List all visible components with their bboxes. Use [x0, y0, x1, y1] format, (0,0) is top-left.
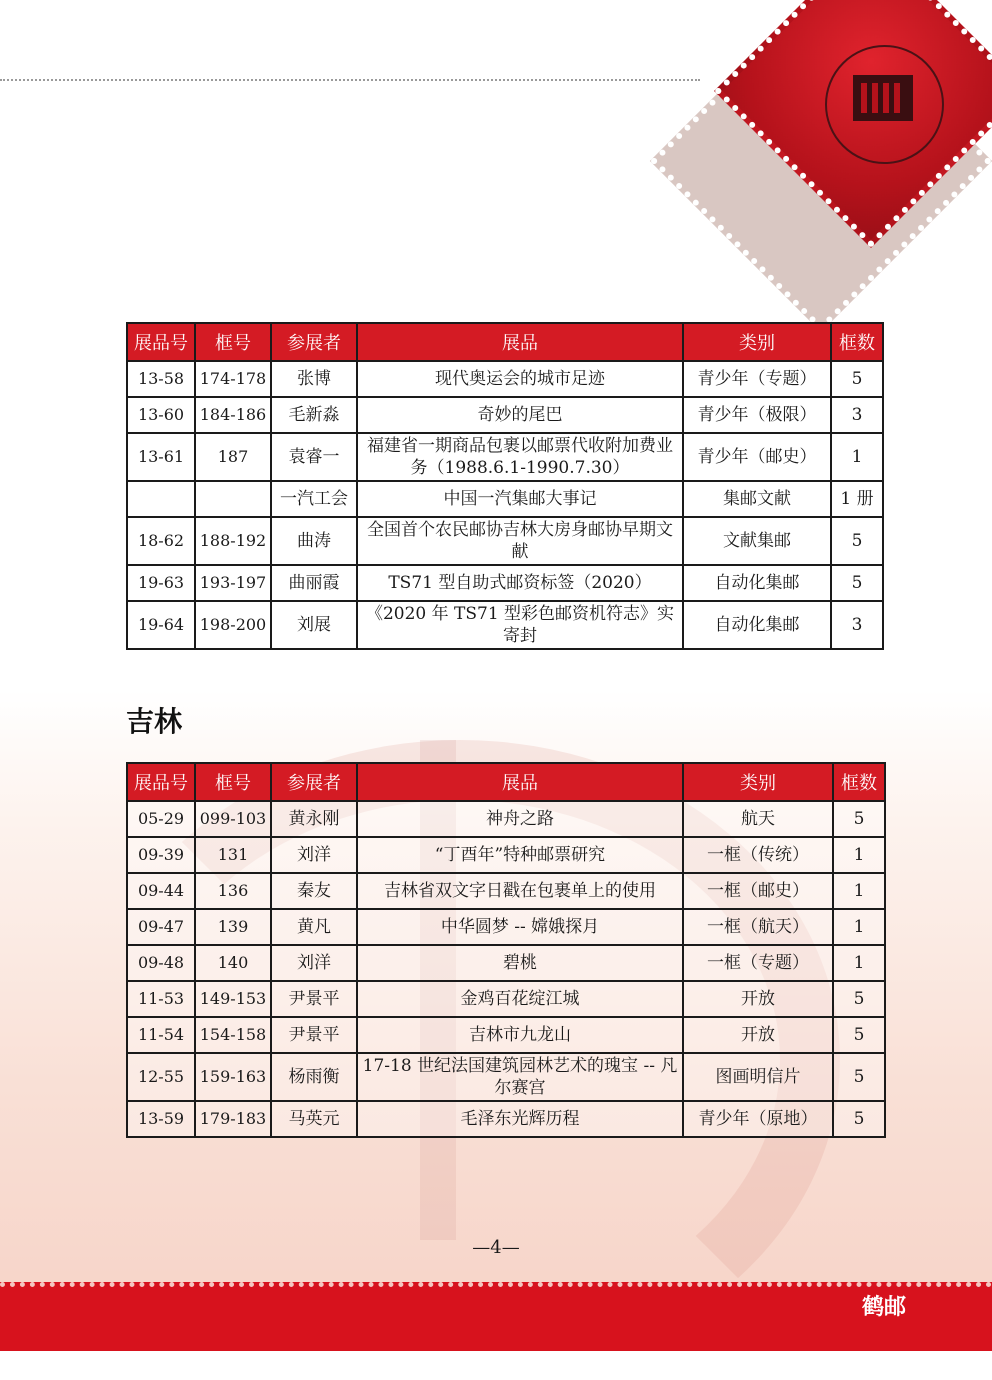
table-row: [127, 601, 883, 649]
cell-frame-no: 188-192: [195, 517, 271, 565]
building-seal-logo: [825, 45, 944, 164]
cell-exhibit-no: 09-39: [127, 837, 195, 873]
table-header-row: [127, 323, 883, 361]
cell-exhibitor: 黄凡: [271, 909, 357, 945]
table-header-row: [127, 763, 885, 801]
table-row: [127, 801, 885, 837]
cell-frame-no: 140: [195, 945, 271, 981]
cell-category: 开放: [683, 1017, 833, 1053]
cell-title: 吉林省双文字日戳在包裹单上的使用: [357, 873, 683, 909]
cell-exhibit-no: 13-59: [127, 1101, 195, 1137]
cell-exhibitor: 尹景平: [271, 981, 357, 1017]
col-header-exhibit-no: 展品号: [127, 763, 195, 801]
cell-category: 自动化集邮: [683, 601, 831, 649]
cell-title: 中华圆梦 -- 嫦娥探月: [357, 909, 683, 945]
cell-title: 吉林市九龙山: [357, 1017, 683, 1053]
cell-category: 一框（航天）: [683, 909, 833, 945]
table-row: [127, 433, 883, 481]
table-row: [127, 945, 885, 981]
cell-frames: 1 册: [831, 481, 883, 517]
cell-title: 《2020 年 TS71 型彩色邮资机符志》实寄封: [357, 601, 683, 649]
cell-frames: 3: [831, 601, 883, 649]
table-row: [127, 873, 885, 909]
cell-exhibitor: 尹景平: [271, 1017, 357, 1053]
cell-category: 青少年（专题）: [683, 361, 831, 397]
cell-frame-no: 184-186: [195, 397, 271, 433]
cell-exhibit-no: 09-44: [127, 873, 195, 909]
section-heading-jilin: 吉林: [126, 705, 183, 738]
cell-exhibitor: 马英元: [271, 1101, 357, 1137]
cell-frame-no: 179-183: [195, 1101, 271, 1137]
col-header-exhibitor: 参展者: [271, 763, 357, 801]
cell-exhibit-no: 12-55: [127, 1053, 195, 1101]
table-row: [127, 565, 883, 601]
cell-title: “丁酉年”特种邮票研究: [357, 837, 683, 873]
cell-exhibit-no: 13-60: [127, 397, 195, 433]
cell-frame-no: 187: [195, 433, 271, 481]
table-row: [127, 981, 885, 1017]
cell-category: 一框（专题）: [683, 945, 833, 981]
cell-frame-no: 099-103: [195, 801, 271, 837]
page-number: —4—: [472, 1237, 520, 1258]
cell-frames: 5: [833, 1101, 885, 1137]
cell-category: 自动化集邮: [683, 565, 831, 601]
cell-category: 青少年（原地）: [683, 1101, 833, 1137]
cell-category: 集邮文献: [683, 481, 831, 517]
cell-exhibitor: 毛新淼: [271, 397, 357, 433]
cell-exhibit-no: 05-29: [127, 801, 195, 837]
cell-frames: 1: [833, 873, 885, 909]
cell-exhibit-no: 11-54: [127, 1017, 195, 1053]
cell-exhibitor: 张博: [271, 361, 357, 397]
table-row: [127, 1053, 885, 1101]
cell-frames: 1: [833, 945, 885, 981]
cell-category: 开放: [683, 981, 833, 1017]
cell-category: 一框（邮史）: [683, 873, 833, 909]
cell-frames: 5: [833, 801, 885, 837]
cell-category: 航天: [683, 801, 833, 837]
cell-exhibitor: 曲涛: [271, 517, 357, 565]
cell-title: 17-18 世纪法国建筑园林艺术的瑰宝 -- 凡尔赛宫: [357, 1053, 683, 1101]
cell-title: 奇妙的尾巴: [357, 397, 683, 433]
cell-exhibit-no: 11-53: [127, 981, 195, 1017]
cell-exhibit-no: 09-47: [127, 909, 195, 945]
building-icon: [853, 75, 913, 121]
cell-title: 中国一汽集邮大事记: [357, 481, 683, 517]
cell-exhibitor: 秦友: [271, 873, 357, 909]
cell-title: 毛泽东光辉历程: [357, 1101, 683, 1137]
cell-exhibitor: 曲丽霞: [271, 565, 357, 601]
table-row: [127, 1101, 885, 1137]
cell-title: 全国首个农民邮协吉林大房身邮协早期文献: [357, 517, 683, 565]
cell-frame-no: 154-158: [195, 1017, 271, 1053]
col-header-exhibit-no: 展品号: [127, 323, 195, 361]
cell-frame-no: 149-153: [195, 981, 271, 1017]
cell-title: 现代奥运会的城市足迹: [357, 361, 683, 397]
cell-frames: 1: [833, 909, 885, 945]
cell-frames: 5: [831, 517, 883, 565]
table-row: [127, 909, 885, 945]
table-row: [127, 517, 883, 565]
col-header-title: 展品: [357, 763, 683, 801]
table-row: [127, 1017, 885, 1053]
exhibit-table-jilin: [126, 762, 886, 1138]
col-header-category: 类别: [683, 763, 833, 801]
col-header-frames: 框数: [833, 763, 885, 801]
cell-frames: 3: [831, 397, 883, 433]
col-header-title: 展品: [357, 323, 683, 361]
col-header-category: 类别: [683, 323, 831, 361]
watermark-label: 鹤邮: [862, 1295, 907, 1320]
cell-exhibit-no: 19-63: [127, 565, 195, 601]
cell-category: 青少年（邮史）: [683, 433, 831, 481]
bottom-stamp-strip: [0, 1282, 992, 1351]
cell-frames: 5: [831, 565, 883, 601]
cell-category: 一框（传统）: [683, 837, 833, 873]
cell-title: 碧桃: [357, 945, 683, 981]
cell-frame-no: 139: [195, 909, 271, 945]
cell-frame-no: 198-200: [195, 601, 271, 649]
cell-exhibit-no: 13-58: [127, 361, 195, 397]
cell-exhibitor: 刘展: [271, 601, 357, 649]
cell-exhibit-no: 09-48: [127, 945, 195, 981]
table-row: [127, 837, 885, 873]
cell-frames: 5: [833, 1053, 885, 1101]
cell-title: 神舟之路: [357, 801, 683, 837]
cell-exhibitor: 刘洋: [271, 945, 357, 981]
cell-title: 福建省一期商品包裹以邮票代收附加费业务（1988.6.1-1990.7.30）: [357, 433, 683, 481]
cell-exhibit-no: [127, 481, 195, 517]
table-row: [127, 397, 883, 433]
cell-category: 文献集邮: [683, 517, 831, 565]
exhibit-table-top: [126, 322, 884, 650]
header-dotted-rule: [0, 79, 700, 81]
cell-exhibitor: 袁睿一: [271, 433, 357, 481]
cell-frames: 1: [831, 433, 883, 481]
cell-frames: 1: [833, 837, 885, 873]
cell-exhibitor: 杨雨衡: [271, 1053, 357, 1101]
cell-exhibitor: 黄永刚: [271, 801, 357, 837]
cell-frame-no: [195, 481, 271, 517]
cell-exhibit-no: 18-62: [127, 517, 195, 565]
cell-exhibit-no: 19-64: [127, 601, 195, 649]
col-header-frame-no: 框号: [195, 323, 271, 361]
cell-title: 金鸡百花绽江城: [357, 981, 683, 1017]
cell-category: 青少年（极限）: [683, 397, 831, 433]
col-header-exhibitor: 参展者: [271, 323, 357, 361]
cell-title: TS71 型自助式邮资标签（2020）: [357, 565, 683, 601]
cell-exhibit-no: 13-61: [127, 433, 195, 481]
cell-frame-no: 174-178: [195, 361, 271, 397]
cell-category: 图画明信片: [683, 1053, 833, 1101]
table-row: [127, 481, 883, 517]
cell-frame-no: 136: [195, 873, 271, 909]
col-header-frame-no: 框号: [195, 763, 271, 801]
cell-frames: 5: [831, 361, 883, 397]
cell-frames: 5: [833, 1017, 885, 1053]
table-row: [127, 361, 883, 397]
cell-frame-no: 131: [195, 837, 271, 873]
col-header-frames: 框数: [831, 323, 883, 361]
cell-frames: 5: [833, 981, 885, 1017]
cell-frame-no: 159-163: [195, 1053, 271, 1101]
cell-frame-no: 193-197: [195, 565, 271, 601]
cell-exhibitor: 一汽工会: [271, 481, 357, 517]
cell-exhibitor: 刘洋: [271, 837, 357, 873]
